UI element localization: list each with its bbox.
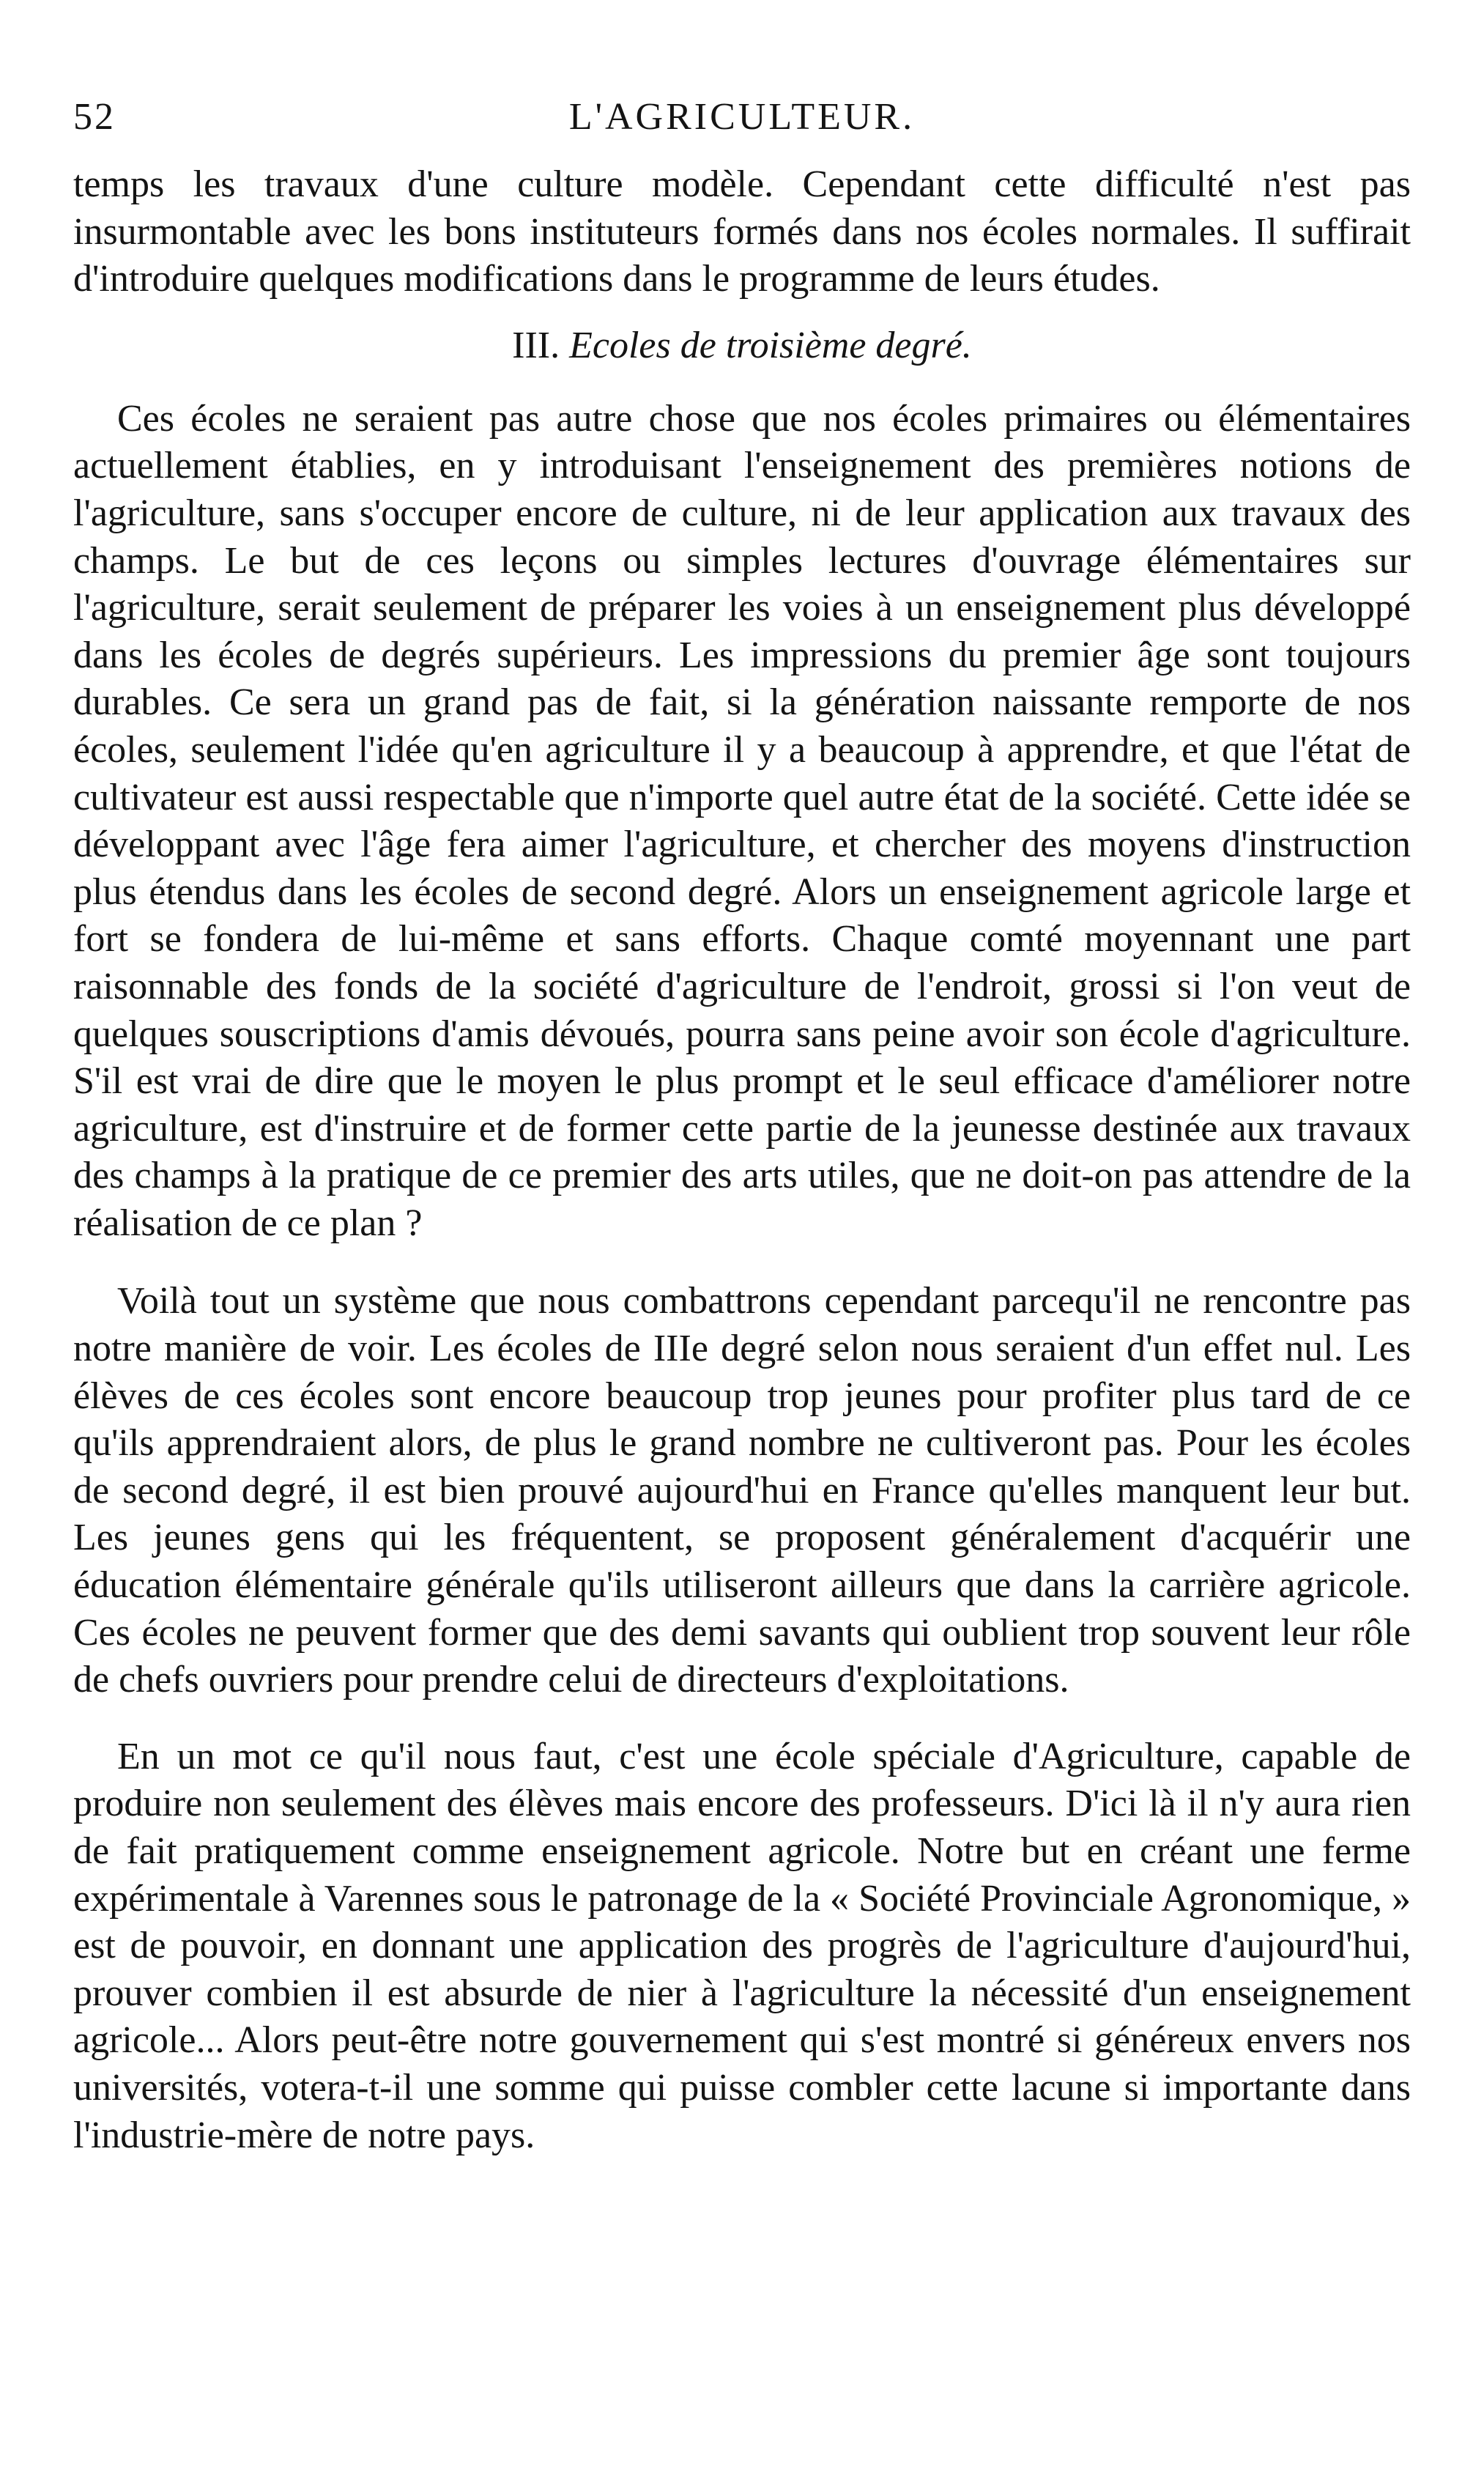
book-page: [73, 95, 1411, 2159]
running-title: L'AGRICULTEUR.: [568, 96, 916, 138]
paragraph-critique-systeme: Voilà tout un système que nous combattrons cependant parcequ'il ne rencontre pas notre manière de voir. Les écoles de IIIe degré selon nous seraient d'un effet nul. Les élèves de ces écoles sont encore beaucoup trop jeunes pour profiter plus tard de ce qu'ils apprendraient alors, de plus le grand nombre ne cultiveront pas. Pour les écoles de second degré, il est bien prouvé aujourd'hui en France qu'elles manquent leur but. Les jeunes gens qui les fréquentent, se proposent généralement d'acquérir une éducation élémentaire générale qu'ils utiliseront ailleurs que dans la carrière agricole. Ces écoles ne peuvent former que des demi savants qui oublient trop souvent leur rôle de chefs ouvriers pour prendre celui de directeurs d'exploitations.: [73, 1280, 1411, 1701]
paragraph-ecole-speciale: En un mot ce qu'il nous faut, c'est une école spéciale d'Agriculture, capable de produire non seulement des élèves mais encore des professeurs. D'ici là il n'y aura rien de fait pratiquement comme enseignement agricole. Notre but en créant une ferme expérimentale à Varennes sous le patronage de la « Société Provinciale Agronomique, » est de pouvoir, en donnant une application des progrès de l'agriculture d'aujourd'hui, prouver combien il est absurde de nier à l'agriculture la nécessité d'un enseignement agricole... Alors peut-être notre gouvernement qui s'est montré si généreux envers nos universités, votera-t-il une somme qui puisse combler cette lacune si importante dans l'industrie-mère de notre pays.: [73, 1735, 1411, 2156]
page-number: 52: [73, 96, 116, 138]
section-heading-title: Ecoles de troisième degré.: [569, 324, 972, 366]
section-heading-number: III.: [512, 324, 560, 366]
paragraph-ecoles-troisieme-degre: Ces écoles ne seraient pas autre chose que nos écoles primaires ou élémentaires actuellement établies, en y introduisant l'enseignement des premières notions de l'agriculture, sans s'occuper encore de culture, ni de leur application aux travaux des champs. Le but de ces leçons ou simples lectures d'ouvrage élémentaires sur l'agriculture, serait seulement de préparer les voies à un enseignement plus développé dans les écoles de degrés supérieurs. Les impressions du premier âge sont toujours durables. Ce sera un grand pas de fait, si la génération naissante remporte de nos écoles, seulement l'idée qu'en agriculture il y a beaucoup à apprendre, et que l'état de cultivateur est aussi respectable que n'importe quel autre état de la société. Cette idée se développant avec l'âge fera aimer l'agriculture, et chercher des moyens d'instruction plus étendus dans les écoles de second degré. Alors un enseignement agricole large et fort se fondera de lui-même et sans efforts. Chaque comté moyennant une part raisonnable des fonds de la société d'agriculture de l'endroit, grossi si l'on veut de quelques souscriptions d'amis dévoués, pourra sans peine avoir son école d'agriculture. S'il est vrai de dire que le moyen le plus prompt et le seul efficace d'améliorer notre agriculture, est d'instruire et de former cette partie de la jeunesse destinée aux travaux des champs à la pratique de ce premier des arts utiles, que ne doit-on pas attendre de la réalisation de ce plan ?: [73, 397, 1411, 1244]
paragraph-continuation: temps les travaux d'une culture modèle. Cependant cette difficulté n'est pas insurmontable avec les bons instituteurs formés dans nos écoles normales. Il suffirait d'introduire quelques modifications dans le programme de leurs études.: [73, 163, 1411, 300]
running-head: [73, 95, 1411, 161]
section-heading: [73, 322, 1411, 369]
